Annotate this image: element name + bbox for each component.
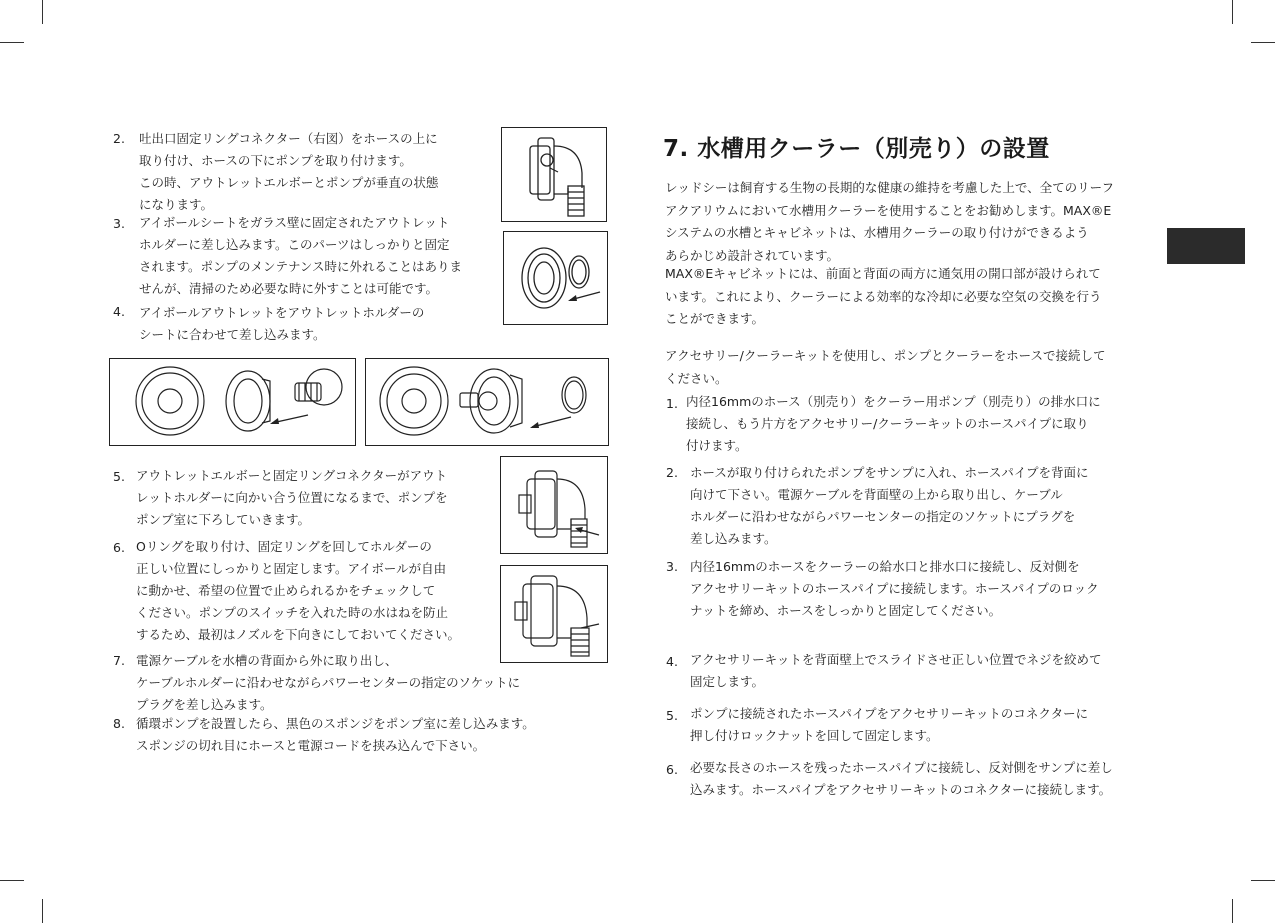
intro-paragraph: レッドシーは飼育する生物の長期的な健康の維持を考慮した上で、全てのリーフ アクアリウムにおいて水槽用クーラーを使用することをお勧めします。MAX®E システムの水槽とキャビネットは、水槽用クーラーの取り付けができるよう あらかじめ設計されています。 [665, 180, 1115, 263]
step-text: アウトレットエルボーと固定リングコネクターがアウト レットホルダーに向かい合う位置になるまで、ポンプを ポンプ室に下ろしていきます。 [136, 468, 448, 527]
crop-mark [1232, 899, 1233, 923]
step-number: 3. [666, 559, 678, 574]
step-text: アクセサリーキットを背面壁上でスライドさせ正しい位置でネジを絞めて 固定します。 [690, 652, 1102, 689]
step-number: 4. [666, 654, 678, 669]
step-number: 1. [666, 396, 678, 411]
kit-paragraph: アクセサリー/クーラーキットを使用し、ポンプとクーラーをホースで接続して ください。 [665, 348, 1106, 386]
eyeball-seat-illustration [503, 231, 608, 325]
step-text: ホースが取り付けられたポンプをサンプに入れ、ホースパイプを背面に 向けて下さい。電源ケーブルを背面壁の上から取り出し、ケーブル ホルダーに沿わせながらパワーセンターの指定のソケットにプラグを 差し込みます。 [690, 465, 1089, 546]
step-text: 内径16mmのホース（別売り）をクーラー用ポンプ（別売り）の排水口に 接続し、もう片方をアクセサリー/クーラーキットのホースパイプに取り 付けます。 [686, 394, 1101, 453]
step-number: 6. [113, 540, 125, 555]
step-text: アイボールアウトレットをアウトレットホルダーの シートに合わせて差し込みます。 [139, 305, 425, 342]
step-text: Oリングを取り付け、固定リングを回してホルダーの 正しい位置にしっかりと固定します。アイボールが自由 に動かせ、希望の位置で止められるかをチェックして ください。ポンプのスイッチを入れた時の水はねを防止 するため、最初はノズルを下向きにしておいてください。 [136, 539, 461, 642]
step-number: 5. [666, 708, 678, 723]
step-text: 必要な長さのホースを残ったホースパイプに接続し、反対側をサンプに差し 込みます。ホースパイプをアクセサリーキットのコネクターに接続します。 [690, 760, 1113, 797]
step-text: 循環ポンプを設置したら、黒色のスポンジをポンプ室に差し込みます。 スポンジの切れ目にホースと電源コードを挟み込んで下さい。 [136, 716, 535, 753]
step-text: ポンプに接続されたホースパイプをアクセサリーキットのコネクターに 押し付けロックナットを回して固定します。 [690, 706, 1089, 743]
crop-mark [1251, 42, 1275, 43]
step-number: 6. [666, 762, 678, 777]
cabinet-paragraph: MAX®Eキャビネットには、前面と背面の両方に通気用の開口部が設けられて います。これにより、クーラーによる効率的な冷却に必要な空気の交換を行う ことができます。 [665, 266, 1102, 326]
crop-mark [0, 42, 24, 43]
section-title: 7. 水槽用クーラー（別売り）の設置 [663, 136, 1050, 162]
step-text: アイボールシートをガラス壁に固定されたアウトレット ホルダーに差し込みます。このパーツはしっかりと固定 されます。ポンプのメンテナンス時に外れることはありま せんが、清掃のため必要な時に外すことは可能です。 [139, 215, 463, 296]
eyeball-outlet-assembly-illustration [109, 358, 356, 446]
crop-mark [0, 880, 24, 881]
crop-mark [42, 899, 43, 923]
step-number: 2. [113, 131, 125, 146]
step-number: 5. [113, 469, 125, 484]
step-text: 電源ケーブルを水槽の背面から外に取り出し、 ケーブルホルダーに沿わせながらパワーセンターの指定のソケットに プラグを差し込みます。 [136, 653, 521, 712]
pump-elbow-illustration [500, 456, 608, 554]
step-number: 7. [113, 653, 125, 668]
crop-mark [42, 0, 43, 24]
crop-mark [1232, 0, 1233, 24]
step-text: 吐出口固定リングコネクター（右図）をホースの上に 取り付け、ホースの下にポンプを取り付けます。 この時、アウトレットエルボーとポンプが垂直の状態 になります。 [139, 131, 439, 212]
step-number: 4. [113, 304, 125, 319]
section-tab-marker [1167, 228, 1245, 264]
crop-mark [1251, 880, 1275, 881]
outlet-holder-oring-illustration [365, 358, 609, 446]
step-number: 2. [666, 465, 678, 480]
oring-fixed-ring-illustration [500, 565, 608, 663]
elbow-connector-illustration [501, 127, 607, 222]
step-number: 8. [113, 716, 125, 731]
step-text: 内径16mmのホースをクーラーの給水口と排水口に接続し、反対側を アクセサリーキットのホースパイプに接続します。ホースパイプのロック ナットを締め、ホースをしっかりと固定してください。 [690, 559, 1099, 618]
step-number: 3. [113, 216, 125, 231]
